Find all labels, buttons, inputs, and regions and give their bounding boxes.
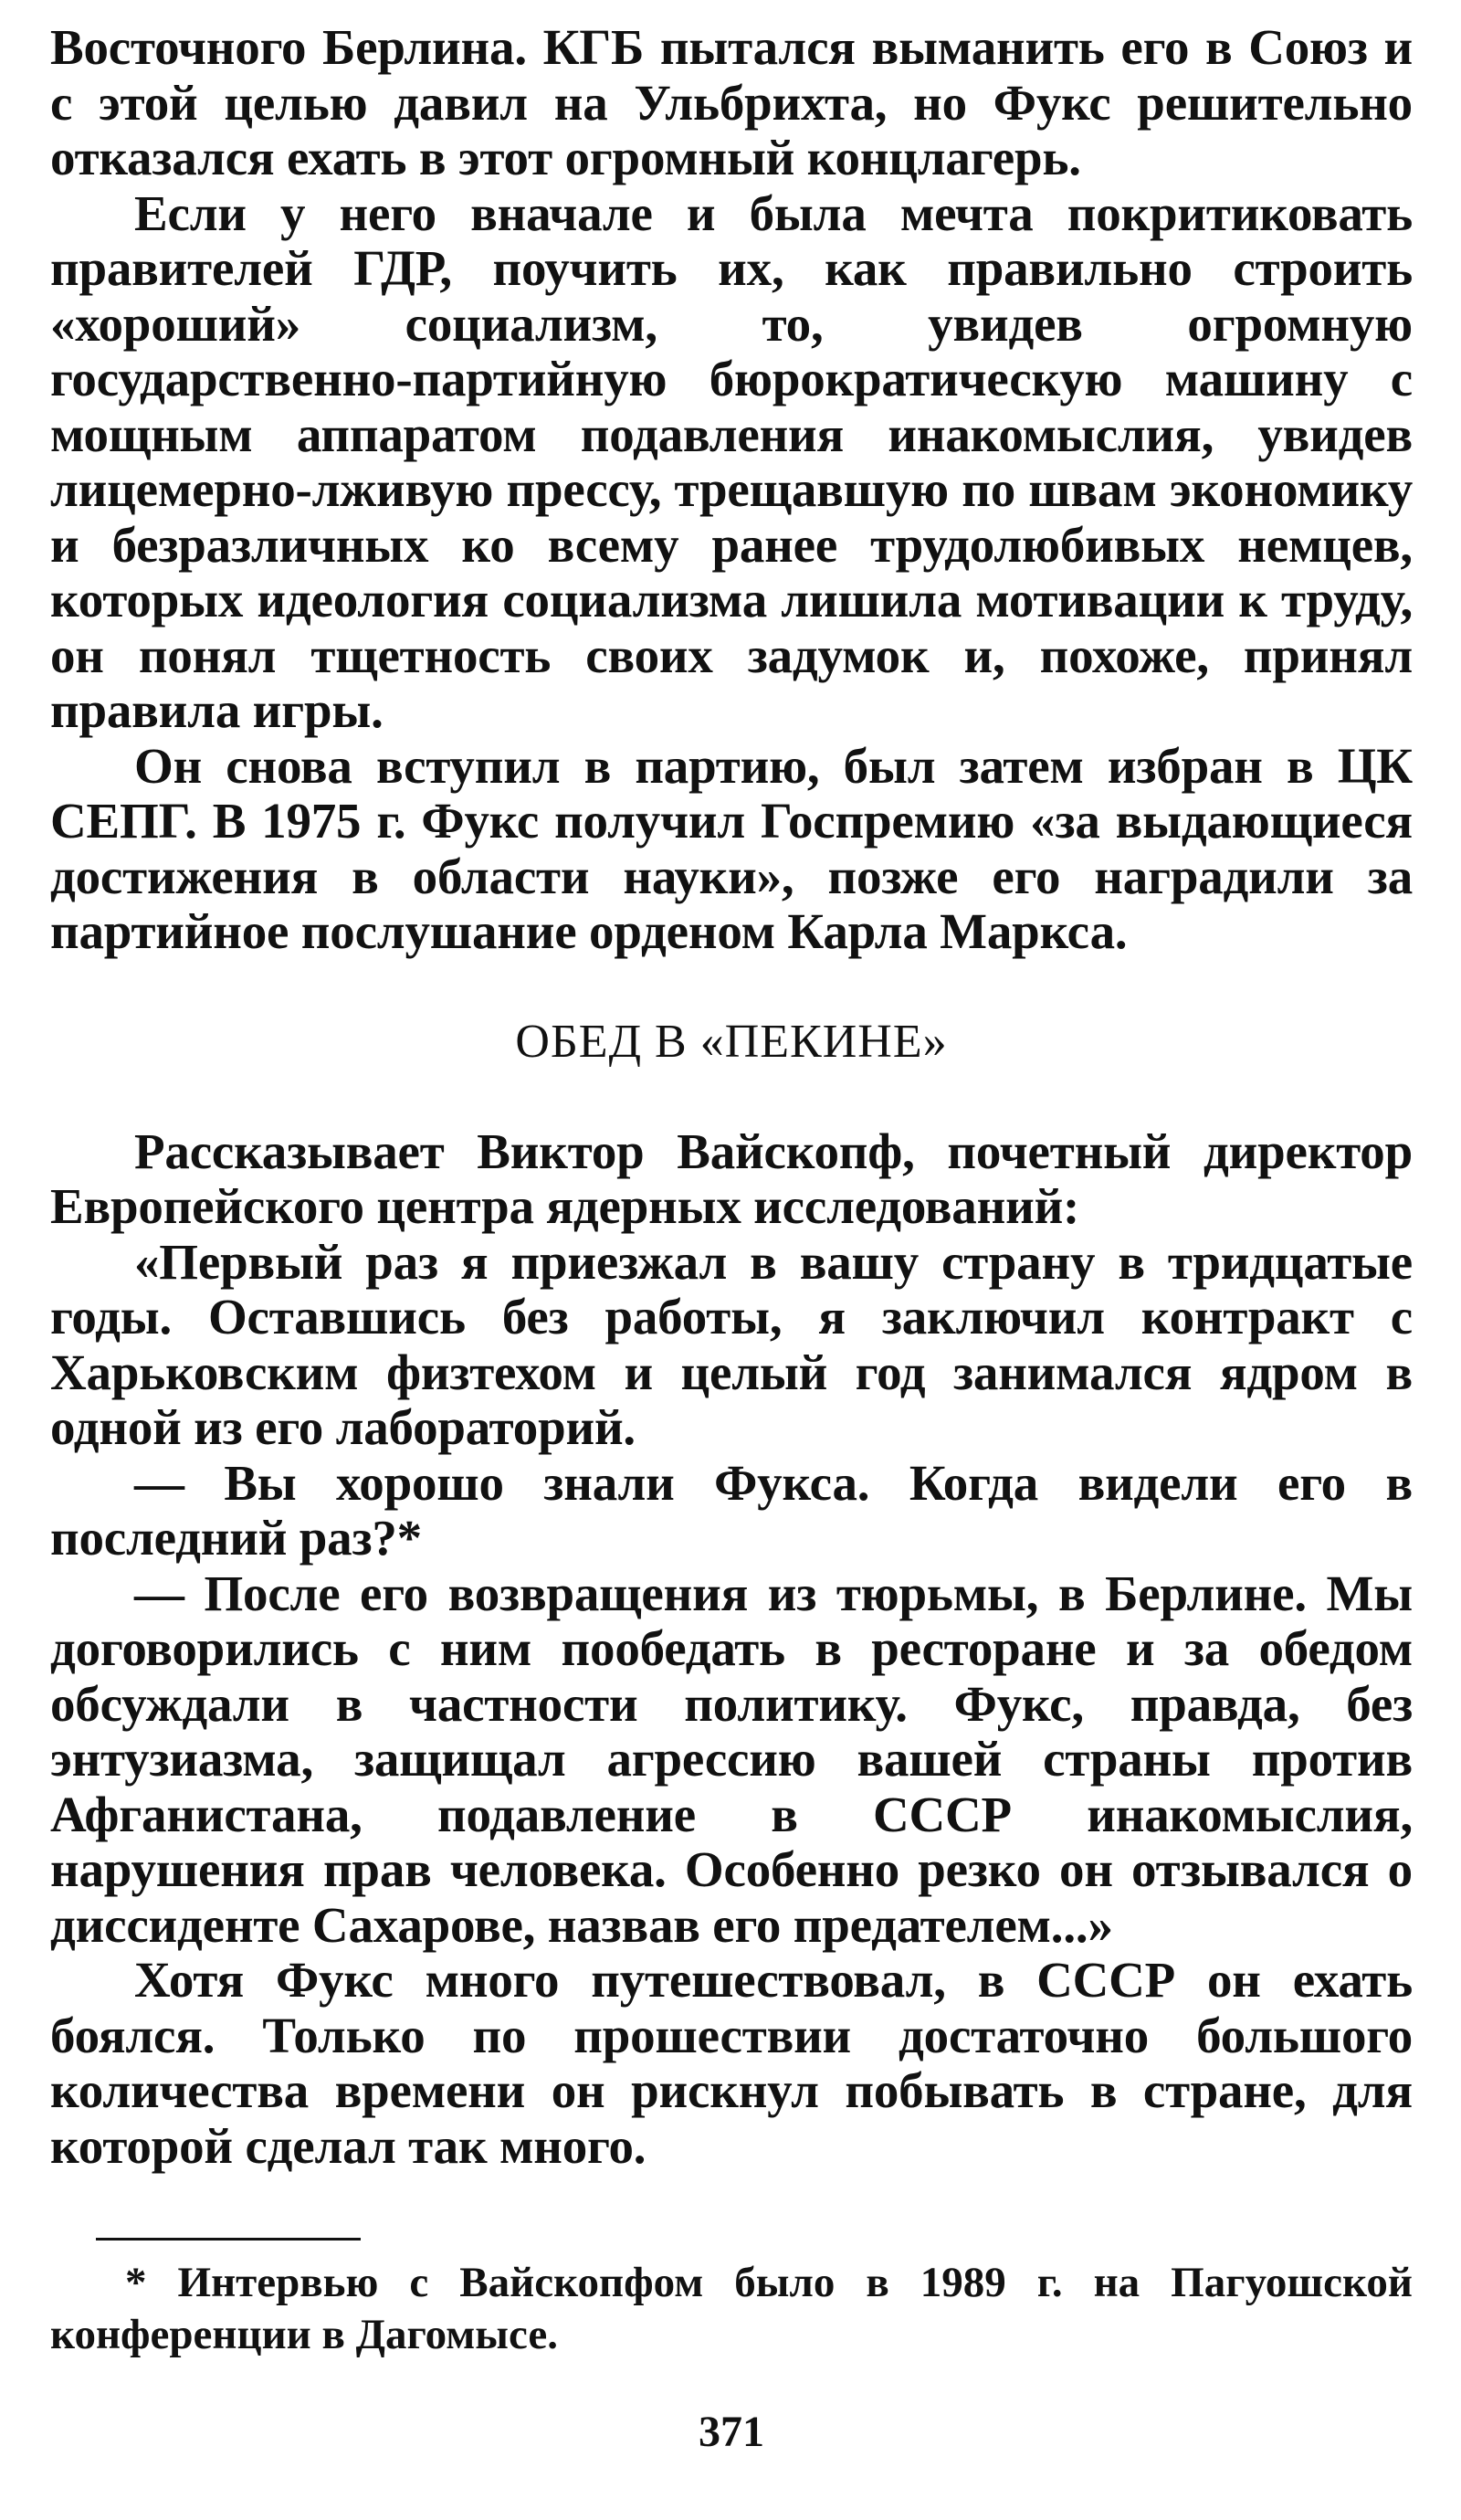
page-number: 371 <box>699 2408 764 2456</box>
section-heading: ОБЕД В «ПЕКИНЕ» <box>515 1015 948 1068</box>
footnote: * Интервью с Вайскопфом было в 1989 г. на Пагуошской конференции в Дагомысе. <box>50 2259 1413 2358</box>
paragraph-interview-answer: — После его возвращения из тюрьмы, в Берлине. Мы договорились с ним пообедать в ресторане и за обедом обсуждали в частности политику. Фукс, правда, без энтузиазма, защищал агрессию вашей страны против Афганистана, подавление в СССР инакомыслия, нарушения прав человека. Особенно резко он отзывался о диссиденте Сахарове, назвав его предателем...» <box>50 1565 1413 1953</box>
paragraph-weisskopf-intro: Рассказывает Виктор Вайскопф, почетный директор Европейского центра ядерных исследований: <box>50 1123 1413 1234</box>
paragraph-continuation: Восточного Берлина. КГБ пытался выманить его в Союз и с этой целью давил на Ульбрихта, но Фукс решительно отказался ехать в этот огромный концлагерь. <box>50 19 1413 185</box>
paragraph-closing: Хотя Фукс много путешествовал, в СССР он ехать боялся. Только по прошествии достаточно большого количества времени он рискнул побывать в стране, для которой сделал так много. <box>50 1952 1413 2174</box>
paragraph-party-rejoin: Он снова вступил в партию, был затем избран в ЦК СЕПГ. В 1975 г. Фукс получил Госпремию «за выдающиеся достижения в области науки», позже его наградили за партийное послушание орденом Карла Маркса. <box>50 737 1413 959</box>
paragraph-interview-quote-start: «Первый раз я приезжал в вашу страну в тридцатые годы. Оставшись без работы, я заключил контракт с Харьковским физтехом и целый год занимался ядром в одной из его лабораторий. <box>50 1233 1413 1455</box>
book-page <box>50 20 1413 2458</box>
footnote-divider <box>96 2238 361 2241</box>
paragraph-interview-question: — Вы хорошо знали Фукса. Когда видели его в последний раз?* <box>50 1454 1413 1566</box>
paragraph-gdr-rulers: Если у него вначале и была мечта покритиковать правителей ГДР, поучить их, как правильно строить «хороший» социализм, то, увидев огромную государственно-партийную бюрократическую машину с мощным аппаратом подавления инакомыслия, увидев лицемерно-лживую прессу, трещавшую по швам экономику и безразличных ко всему ранее трудолюбивых немцев, которых идеология социализма лишила мотивации к труду, он понял тщетность своих задумок и, похоже, принял правила игры. <box>50 185 1413 738</box>
